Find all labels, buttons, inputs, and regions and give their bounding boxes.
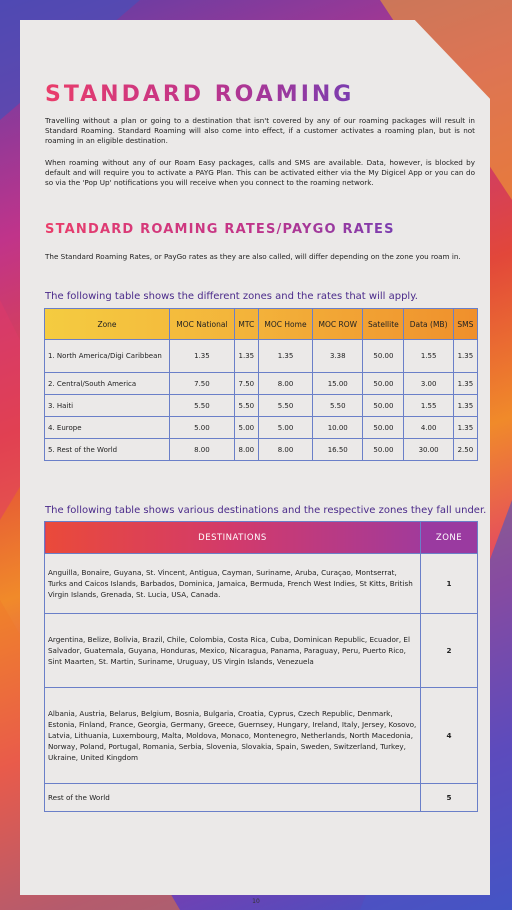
zone-cell: 1. North America/Digi Caribbean (45, 340, 170, 373)
rate-cell: 5.50 (313, 395, 363, 417)
page-number: 10 (252, 898, 260, 905)
rates-header-cell: MTC (234, 309, 258, 340)
rate-cell: 8.00 (234, 439, 258, 461)
destinations-caption: The following table shows various destinations and the respective zones they fall under. (45, 505, 487, 516)
rate-cell: 5.50 (234, 395, 258, 417)
intro-paragraph-2: When roaming without any of our Roam Easy packages, calls and SMS are available. Data, however, is blocked by default and will require you to activate a PAYG Plan. This can be activated either via the My Digicel App or you can do so via the 'Pop Up' notifications you will receive when you connect to the roaming network. (45, 158, 475, 187)
rate-cell: 8.00 (170, 439, 235, 461)
table-row (45, 784, 478, 812)
table-row (45, 395, 478, 417)
rate-cell: 5.50 (258, 395, 312, 417)
rate-cell: 1.35 (258, 340, 312, 373)
zone-cell: 4. Europe (45, 417, 170, 439)
rate-cell: 50.00 (363, 373, 404, 395)
rate-cell: 5.50 (170, 395, 235, 417)
rate-cell: 7.50 (170, 373, 235, 395)
rate-cell: 50.00 (363, 395, 404, 417)
table-row (45, 688, 478, 784)
zone-number-cell: 4 (421, 688, 478, 784)
rates-caption: The following table shows the different zones and the rates that will apply. (45, 291, 418, 302)
zone-cell: 2. Central/South America (45, 373, 170, 395)
section-title: STANDARD ROAMING RATES/PAYGO RATES (45, 222, 395, 237)
destinations-table (44, 521, 478, 812)
table-row (45, 439, 478, 461)
rate-cell: 15.00 (313, 373, 363, 395)
rate-cell: 50.00 (363, 340, 404, 373)
rates-header-cell: MOC Home (258, 309, 312, 340)
rate-cell: 2.50 (453, 439, 477, 461)
rate-cell: 1.35 (170, 340, 235, 373)
table-row (45, 373, 478, 395)
table-row (45, 614, 478, 688)
zone-number-cell: 2 (421, 614, 478, 688)
rate-cell: 1.35 (453, 340, 477, 373)
rate-cell: 50.00 (363, 439, 404, 461)
rate-cell: 1.35 (453, 373, 477, 395)
intro-paragraph-1: Travelling without a plan or going to a destination that isn't covered by any of our roaming packages will result in Standard Roaming. Standard Roaming will also come into effect, if a customer activates a roaming plan, but is not roaming in an eligible destination. (45, 116, 475, 145)
destinations-cell: Albania, Austria, Belarus, Belgium, Bosnia, Bulgaria, Croatia, Cyprus, Czech Republic, Denmark, Estonia, Finland, France, Georgia, Germany, Greece, Guernsey, Hungary, Ireland, Italy, Jersey, Kosovo, Latvia, Lithuania, Luxembourg, Malta, Moldova, Monaco, Montenegro, Netherlands, North Macedonia, Norway, Poland, Portugal, Romania, Serbia, Slovenia, Slovakia, Spain, Sweden, Switzerland, Turkey, Ukraine, United Kingdom (45, 688, 421, 784)
zone-number-cell: 1 (421, 554, 478, 614)
rate-cell: 1.55 (404, 395, 453, 417)
destinations-cell: Rest of the World (45, 784, 421, 812)
rate-cell: 3.38 (313, 340, 363, 373)
rate-cell: 5.00 (170, 417, 235, 439)
rates-header-cell: MOC National (170, 309, 235, 340)
rates-intro: The Standard Roaming Rates, or PayGo rates as they are also called, will differ depending on the zone you roam in. (45, 252, 461, 261)
rates-header-cell: Satellite (363, 309, 404, 340)
zone-number-cell: 5 (421, 784, 478, 812)
table-row (45, 417, 478, 439)
page-title: STANDARD ROAMING (45, 82, 355, 107)
rate-cell: 10.00 (313, 417, 363, 439)
destinations-cell: Argentina, Belize, Bolivia, Brazil, Chile, Colombia, Costa Rica, Cuba, Dominican Republic, Ecuador, El Salvador, Guatemala, Guyana, Honduras, Mexico, Nicaragua, Panama, Paraguay, Peru, Puerto Rico, Sint Maarten, St. Martin, Suriname, Uruguay, US Virgin Islands, Venezuela (45, 614, 421, 688)
zone-cell: 5. Rest of the World (45, 439, 170, 461)
rates-table (44, 308, 478, 461)
zone-header: ZONE (421, 522, 478, 554)
rate-cell: 50.00 (363, 417, 404, 439)
destinations-header: DESTINATIONS (45, 522, 421, 554)
rates-header-cell: Data (MB) (404, 309, 453, 340)
rate-cell: 8.00 (258, 373, 312, 395)
rate-cell: 7.50 (234, 373, 258, 395)
destinations-cell: Anguilla, Bonaire, Guyana, St. Vincent, Antigua, Cayman, Suriname, Aruba, Curaçao, Montserrat, Turks and Caicos Islands, Barbados, Dominica, Jamaica, Bermuda, French West Indies, St Kitts, British Virgin Islands, Grenada, St. Lucia, USA, Canada. (45, 554, 421, 614)
rate-cell: 5.00 (234, 417, 258, 439)
destinations-header-row (45, 522, 478, 554)
rate-cell: 4.00 (404, 417, 453, 439)
rate-cell: 3.00 (404, 373, 453, 395)
zone-cell: 3. Haiti (45, 395, 170, 417)
table-row (45, 554, 478, 614)
rates-header-cell: MOC ROW (313, 309, 363, 340)
rate-cell: 16.50 (313, 439, 363, 461)
rates-header-row (45, 309, 478, 340)
rate-cell: 1.55 (404, 340, 453, 373)
rates-header-cell: Zone (45, 309, 170, 340)
rate-cell: 1.35 (453, 417, 477, 439)
rate-cell: 5.00 (258, 417, 312, 439)
rate-cell: 8.00 (258, 439, 312, 461)
table-row (45, 340, 478, 373)
rate-cell: 1.35 (234, 340, 258, 373)
rate-cell: 30.00 (404, 439, 453, 461)
rate-cell: 1.35 (453, 395, 477, 417)
rates-header-cell: SMS (453, 309, 477, 340)
